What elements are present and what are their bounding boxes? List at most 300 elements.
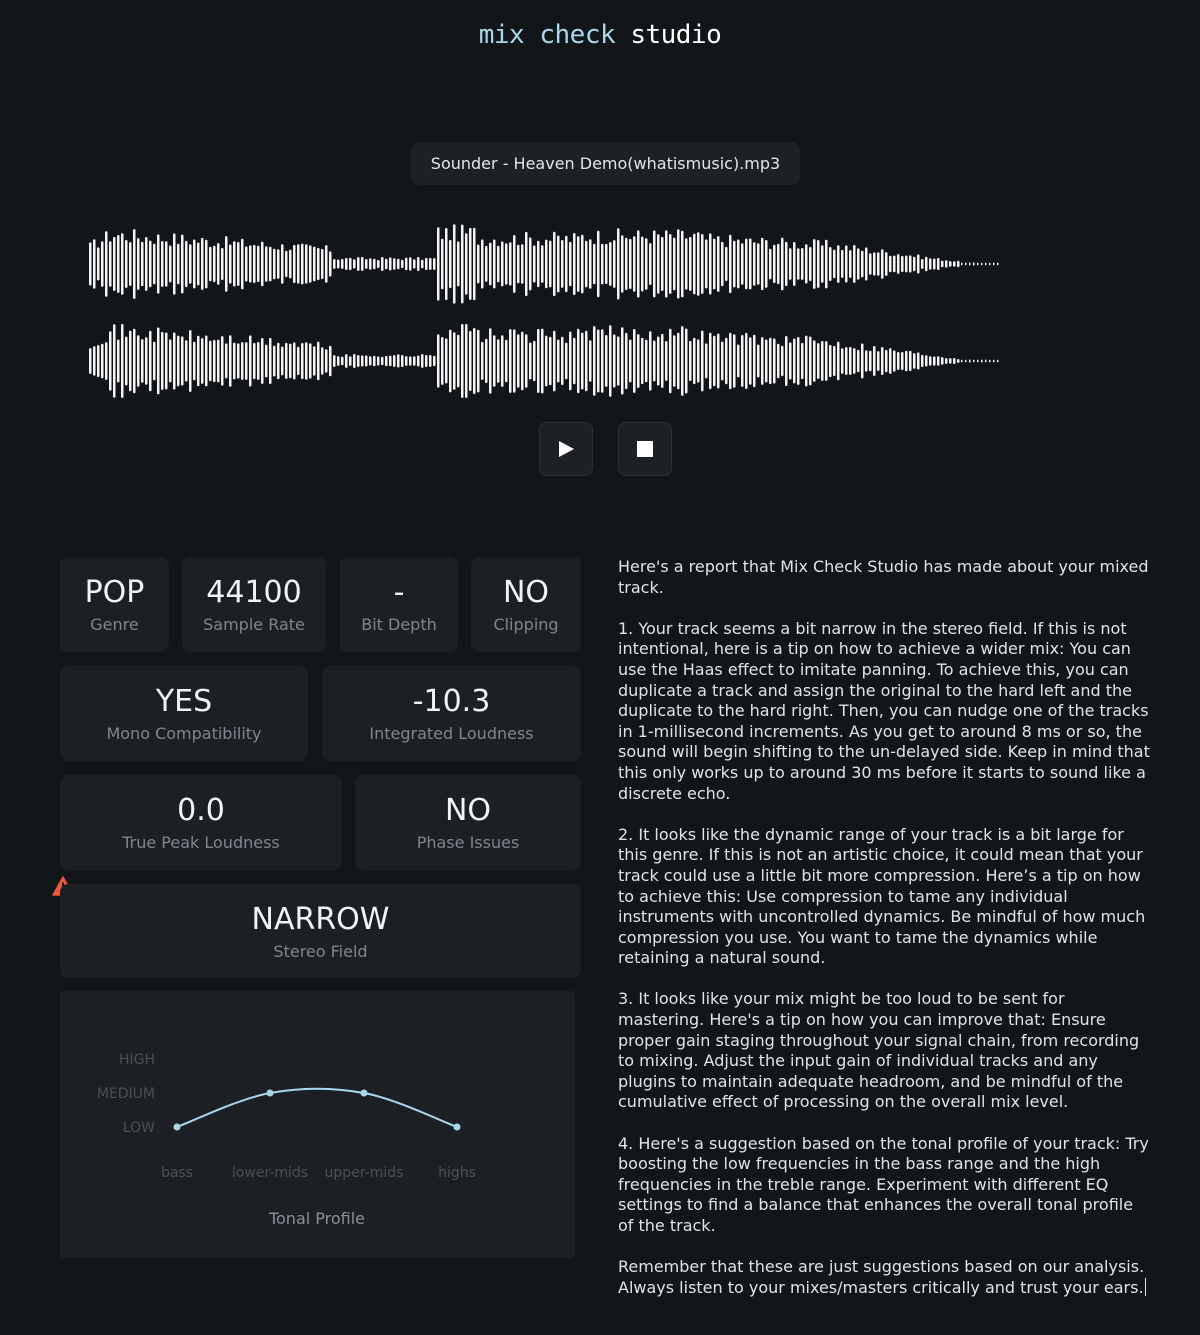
stop-icon xyxy=(637,441,653,457)
waveform-bar xyxy=(673,335,676,387)
sample-rate-label: Sample Rate xyxy=(203,615,305,634)
waveform-bar xyxy=(409,257,412,270)
waveform-bar xyxy=(985,263,987,265)
waveform-bar xyxy=(449,240,452,288)
waveform-bar xyxy=(689,341,692,381)
waveform-bar xyxy=(677,333,680,390)
waveform-bar xyxy=(805,336,808,387)
waveform-bar xyxy=(573,233,576,295)
sample-rate-value: 44100 xyxy=(206,575,302,610)
waveform-bar xyxy=(669,234,672,294)
waveform-bar xyxy=(745,333,748,389)
waveform-bar xyxy=(593,326,596,396)
waveform-bar xyxy=(561,337,564,385)
waveform-bar xyxy=(345,354,348,368)
waveform-bar xyxy=(885,350,888,372)
waveform-right-channel[interactable] xyxy=(0,313,1200,409)
waveform-bar xyxy=(985,360,987,363)
true-peak-card xyxy=(60,775,342,870)
waveform-bar xyxy=(937,356,940,365)
tonal-profile-chart xyxy=(60,991,575,1258)
waveform-bar xyxy=(581,333,584,390)
waveform-bar xyxy=(753,335,756,387)
waveform-bar xyxy=(321,249,324,279)
waveform-bar xyxy=(717,236,720,292)
waveform-bar xyxy=(673,238,676,291)
waveform-bar xyxy=(477,330,480,393)
waveform-bar xyxy=(369,356,372,365)
waveform-bar xyxy=(141,339,144,383)
waveform-bar xyxy=(465,324,468,398)
waveform-bar xyxy=(905,256,908,273)
waveform-bar xyxy=(285,251,288,278)
waveform-bar xyxy=(913,353,916,369)
bit-depth-label: Bit Depth xyxy=(361,615,437,634)
waveform-bar xyxy=(197,243,200,286)
waveform-bar xyxy=(857,248,860,279)
waveform-bar xyxy=(97,345,100,377)
waveform-bar xyxy=(913,257,916,272)
waveform-bar xyxy=(333,259,336,269)
app-logo xyxy=(0,20,1200,50)
waveform-bar xyxy=(329,346,332,377)
waveform-bar xyxy=(329,251,332,276)
waveform-bar xyxy=(921,259,924,269)
waveform-bar xyxy=(853,348,856,374)
waveform-bar xyxy=(693,338,696,384)
waveform-bar xyxy=(585,331,588,392)
waveform-bar xyxy=(897,254,900,274)
waveform-bar xyxy=(385,259,388,270)
waveform-bar xyxy=(777,344,780,379)
waveform-bar xyxy=(101,241,104,287)
waveform-bar xyxy=(253,343,256,379)
waveform-bar xyxy=(405,356,408,366)
waveform-bar xyxy=(221,248,224,280)
waveform-bar xyxy=(565,236,568,292)
waveform-bar xyxy=(485,246,488,282)
waveform-bar xyxy=(725,247,728,281)
waveform-bar xyxy=(353,259,356,268)
waveform-bar xyxy=(813,239,816,289)
bit-depth-card xyxy=(340,557,458,652)
waveform-bar xyxy=(101,344,104,379)
waveform-bar xyxy=(401,260,404,268)
play-icon xyxy=(557,440,575,458)
waveform-bar xyxy=(865,247,868,280)
waveform-bar xyxy=(473,328,476,394)
report-item-2: 2. It looks like the dynamic range of your track is a bit large for this genre. If this is not an artistic choice, it could mean that your track could use a little bit more compression. Here’s a tip on how to achieve this: Use compression to tame any individual instruments with uncontrolled dynamics. Be mindful of how much compression you use. You want to tame the dynamics while retaining a natural sound. xyxy=(618,824,1146,968)
waveform-bar xyxy=(949,261,952,267)
waveform-bar xyxy=(501,335,504,387)
stereo-field-card xyxy=(60,884,581,978)
waveform-bar xyxy=(633,236,636,291)
waveform-bar xyxy=(901,352,904,370)
waveform-bar xyxy=(537,329,540,393)
waveform-bar xyxy=(381,357,384,365)
genre-label: Genre xyxy=(90,615,139,634)
waveform-bar xyxy=(273,249,276,280)
waveform-bar xyxy=(605,244,608,284)
waveform-bar xyxy=(961,263,963,265)
waveform-bar xyxy=(709,333,712,390)
waveform-bar xyxy=(129,242,132,286)
waveform-bar xyxy=(877,351,880,371)
waveform-bar xyxy=(393,258,396,269)
waveform-bar xyxy=(721,242,724,287)
waveform-bar xyxy=(817,343,820,379)
waveform-bar xyxy=(317,248,320,280)
waveform-bar xyxy=(781,238,784,291)
waveform-bar xyxy=(205,336,208,387)
waveform-bar xyxy=(521,332,524,391)
waveform-bar xyxy=(489,243,492,286)
waveform-bar xyxy=(685,238,688,289)
waveform-bar xyxy=(821,341,824,381)
waveform-bar xyxy=(281,244,284,284)
waveform-bar xyxy=(341,259,344,269)
waveform-bar xyxy=(729,333,732,390)
waveform-bar xyxy=(413,356,416,366)
waveform-bar xyxy=(749,337,752,385)
waveform-bar xyxy=(125,337,128,386)
waveform-bar xyxy=(305,342,308,380)
waveform-bar xyxy=(265,246,268,282)
waveform-bar xyxy=(929,356,932,366)
stop-button[interactable] xyxy=(618,422,672,476)
waveform-bar xyxy=(933,356,936,365)
integrated-loudness-value: -10.3 xyxy=(412,684,491,719)
waveform-bar xyxy=(293,342,296,379)
waveform-bar xyxy=(133,229,136,299)
tonal-band-lower-mids: lower-mids xyxy=(231,1165,309,1181)
waveform-bar xyxy=(629,239,632,289)
waveform-bar xyxy=(569,332,572,391)
waveform-bar xyxy=(369,258,372,269)
waveform-bar xyxy=(937,258,940,270)
waveform-bar xyxy=(589,239,592,289)
waveform-bar xyxy=(577,236,580,292)
waveform-bar xyxy=(89,348,92,374)
waveform-bar xyxy=(841,348,844,374)
waveform-bar xyxy=(637,230,640,297)
waveform-bar xyxy=(825,240,828,289)
integrated-loudness-label: Integrated Loudness xyxy=(369,724,534,743)
waveform-bar xyxy=(365,355,368,366)
waveform-bar xyxy=(569,242,572,287)
waveform-bar xyxy=(689,237,692,291)
waveform-bar xyxy=(213,340,216,382)
waveform-bar xyxy=(765,340,768,383)
true-peak-value: 0.0 xyxy=(177,793,225,828)
waveform-bar xyxy=(713,239,716,290)
waveform-bar xyxy=(301,343,304,379)
tonal-profile-line xyxy=(177,1089,457,1127)
waveform-bar xyxy=(153,342,156,381)
waveform-bar xyxy=(873,252,876,275)
waveform-bar xyxy=(709,233,712,294)
waveform-bar xyxy=(185,340,188,381)
waveform-bar xyxy=(517,245,520,284)
mono-compatibility-card xyxy=(60,666,308,761)
waveform-bar xyxy=(529,343,532,380)
waveform-bar xyxy=(601,329,604,393)
report-closing: Remember that these are just suggestions based on our analysis. Always listen to your mixes/masters critically and trust your ears. xyxy=(618,1257,1145,1297)
tonal-point-highs xyxy=(454,1124,461,1131)
waveform-bar xyxy=(345,258,348,270)
waveform-bar xyxy=(497,246,500,282)
waveform-bar xyxy=(453,332,456,390)
waveform-bar xyxy=(421,260,424,269)
waveform-bar xyxy=(389,257,392,270)
tonal-band-highs: highs xyxy=(438,1165,476,1181)
waveform-bar xyxy=(397,259,400,270)
waveform-bar xyxy=(397,354,400,367)
waveform-bar xyxy=(545,336,548,387)
waveform-bar xyxy=(241,239,244,290)
waveform-bar xyxy=(493,335,496,387)
waveform-bar xyxy=(289,250,292,279)
bit-depth-value: - xyxy=(393,575,405,610)
waveform-bar xyxy=(121,324,124,398)
waveform-bar xyxy=(157,328,160,395)
waveform-bar xyxy=(957,261,960,268)
waveform-bar xyxy=(121,233,124,294)
phase-issues-label: Phase Issues xyxy=(416,833,520,852)
waveform-bar xyxy=(733,241,736,288)
waveform-bar xyxy=(149,331,152,392)
waveform-bar xyxy=(109,331,112,390)
waveform-bar xyxy=(977,360,979,362)
waveform-bar xyxy=(765,240,768,288)
stereo-field-value: NARROW xyxy=(251,902,390,937)
waveform-bar xyxy=(785,242,788,286)
waveform-bar xyxy=(657,234,660,293)
waveform-bar xyxy=(105,342,108,380)
waveform-bar xyxy=(325,349,328,372)
play-button[interactable] xyxy=(539,422,593,476)
waveform-bar xyxy=(97,247,100,280)
waveform-bar xyxy=(741,243,744,285)
waveform-bar xyxy=(933,259,936,270)
waveform-bar xyxy=(941,357,944,365)
logo-word-studio: studio xyxy=(630,20,722,50)
waveform-bar xyxy=(861,251,864,278)
waveform-bar xyxy=(417,257,420,271)
waveform-bar xyxy=(533,341,536,381)
waveform-bar xyxy=(113,237,116,291)
waveform-bar xyxy=(873,346,876,376)
waveform-bar xyxy=(641,338,644,385)
waveform-bar xyxy=(833,346,836,376)
waveform-bar xyxy=(857,350,860,372)
waveform-bar xyxy=(601,244,604,285)
waveform-bar xyxy=(441,337,444,385)
waveform-bar xyxy=(241,342,244,380)
waveform-bar xyxy=(869,351,872,372)
tonal-level-medium: MEDIUM xyxy=(96,1086,155,1102)
waveform-bar xyxy=(705,343,708,378)
waveform-bar xyxy=(533,245,536,282)
waveform-bar xyxy=(553,331,556,392)
waveform-bar xyxy=(541,329,544,394)
waveform-bar xyxy=(969,360,971,363)
waveform-bar xyxy=(277,249,280,279)
waveform-bar xyxy=(165,241,168,286)
waveform-bar xyxy=(849,347,852,375)
waveform-bar xyxy=(877,252,880,276)
waveform-bar xyxy=(489,328,492,393)
waveform-bar xyxy=(597,330,600,393)
waveform-bar xyxy=(993,360,995,362)
waveform-bar xyxy=(901,256,904,272)
waveform-bar xyxy=(305,244,308,283)
waveform-bar xyxy=(809,337,812,386)
waveform-bar xyxy=(525,334,528,388)
waveform-bar xyxy=(753,242,756,285)
waveform-bar xyxy=(837,245,840,283)
waveform-bar xyxy=(377,356,380,365)
waveform-bar xyxy=(841,250,844,278)
waveform-bar xyxy=(365,259,368,269)
waveform-bar xyxy=(349,356,352,366)
waveform-bar xyxy=(277,343,280,380)
waveform-bar xyxy=(509,242,512,285)
waveform-bar xyxy=(653,230,656,297)
waveform-bar xyxy=(925,257,928,272)
clipping-card xyxy=(471,557,581,652)
waveform-bar xyxy=(269,338,272,384)
waveform-bar xyxy=(201,238,204,290)
waveform-bar xyxy=(437,227,440,301)
mono-compatibility-value: YES xyxy=(155,684,213,719)
waveform-bar xyxy=(525,232,528,296)
waveform-bar xyxy=(833,250,836,279)
waveform-bar xyxy=(585,241,588,288)
waveform-bar xyxy=(105,231,108,297)
waveform-bar xyxy=(573,338,576,385)
waveform-bar xyxy=(449,330,452,393)
waveform-left-channel[interactable] xyxy=(0,216,1200,312)
waveform-bar xyxy=(621,327,624,394)
waveform-bar xyxy=(137,335,140,386)
waveform-bar xyxy=(209,341,212,382)
waveform-bar xyxy=(685,329,688,394)
report-item-3: 3. It looks like your mix might be too loud to be sent for mastering. Here's a tip on how you can improve that: Ensure proper gain staging throughout your signal chain, from recording to mixing. Adjust the input gain of individual tracks and any plugins to maintain adequate headroom, and be mindful of the cumulative effect of processing on the overall mix level. xyxy=(618,989,1140,1112)
waveform-bar xyxy=(357,257,360,271)
waveform-bar xyxy=(405,258,408,271)
waveform-bar xyxy=(537,241,540,288)
waveform-bar xyxy=(577,329,580,393)
waveform-bar xyxy=(221,336,224,386)
waveform-bar xyxy=(997,360,999,362)
waveform-bar xyxy=(973,262,975,265)
waveform-bar xyxy=(353,354,356,368)
waveform-bar xyxy=(681,326,684,396)
integrated-loudness-card xyxy=(322,666,581,761)
waveform-bar xyxy=(361,355,364,366)
waveform-bar xyxy=(793,339,796,384)
sample-rate-card xyxy=(182,557,326,652)
waveform-bar xyxy=(257,246,260,282)
waveform-bar xyxy=(669,329,672,394)
waveform-bar xyxy=(373,259,376,270)
waveform-bar xyxy=(761,238,764,290)
waveform-bar xyxy=(653,341,656,382)
report-item-1: 1. Your track seems a bit narrow in the stereo field. If this is not intentional, here is a tip on how to achieve a wider mix: You can use the Haas effect to imitate panning. To achieve this, you can duplicate a track and assign the original to the hard left and the duplicate to the hard right. Then, you can nudge one of the tracks in 1-millisecond increments. As you get to around 8 ms or so, the sound will begin shifting to the un-delayed side. Keep in mind that this only works up to around 30 ms before it starts to sound like a discrete echo. xyxy=(618,618,1150,803)
analysis-report[interactable] xyxy=(618,557,1153,1298)
tonal-profile-panel xyxy=(60,991,575,1258)
report-intro: Here's a report that Mix Check Studio has made about your mixed track. xyxy=(618,557,1149,597)
waveform-bar xyxy=(269,247,272,282)
waveform-bar xyxy=(129,331,132,392)
waveform-bar xyxy=(973,360,975,362)
waveform-bar xyxy=(953,261,956,267)
waveform-bar xyxy=(609,242,612,286)
waveform-bar xyxy=(377,260,380,268)
waveform-bar xyxy=(557,236,560,293)
waveform-bar xyxy=(141,242,144,287)
waveform-bar xyxy=(949,358,952,364)
waveform-bar xyxy=(265,345,268,378)
waveform-bar xyxy=(401,355,404,367)
waveform-bar xyxy=(541,245,544,283)
waveform-bar xyxy=(945,260,948,267)
waveform-bar xyxy=(629,340,632,383)
waveform-bar xyxy=(593,244,596,284)
waveform-bar xyxy=(453,224,456,304)
waveform-bar xyxy=(137,238,140,290)
waveform-bar xyxy=(297,244,300,283)
waveform-bar xyxy=(777,244,780,284)
waveform-bar xyxy=(757,345,760,378)
waveform-bar xyxy=(721,342,724,381)
waveform-bar xyxy=(645,238,648,290)
waveform-bar xyxy=(289,344,292,379)
waveform-bar xyxy=(921,355,924,367)
waveform-bar xyxy=(773,338,776,383)
waveform-bar xyxy=(645,340,648,383)
waveform-bar xyxy=(677,229,680,298)
waveform-bar xyxy=(145,337,148,385)
waveform-bar xyxy=(285,343,288,379)
waveform-bar xyxy=(929,258,932,269)
waveform-bar xyxy=(989,360,991,362)
waveform-bar xyxy=(249,335,252,386)
waveform-bar xyxy=(565,343,568,380)
waveform-bar xyxy=(169,339,172,382)
waveform-bar xyxy=(257,342,260,380)
waveform-bar xyxy=(917,352,920,369)
waveform-bar xyxy=(801,248,804,280)
waveform-bar xyxy=(829,247,832,281)
waveform-bar xyxy=(113,324,116,397)
waveform-bar xyxy=(469,331,472,391)
waveform-bar xyxy=(797,248,800,280)
waveform-bar xyxy=(605,335,608,387)
waveform-bar xyxy=(237,242,240,286)
waveform-bar xyxy=(261,242,264,287)
waveform-bar xyxy=(941,261,944,268)
waveform-bar xyxy=(361,257,364,271)
waveform-bar xyxy=(253,245,256,283)
waveform-bar xyxy=(617,228,620,299)
waveform-bar xyxy=(217,340,220,383)
waveform-bar xyxy=(293,245,296,283)
waveform-bar xyxy=(477,245,480,284)
waveform-bar xyxy=(825,341,828,381)
waveform-bar xyxy=(909,351,912,371)
